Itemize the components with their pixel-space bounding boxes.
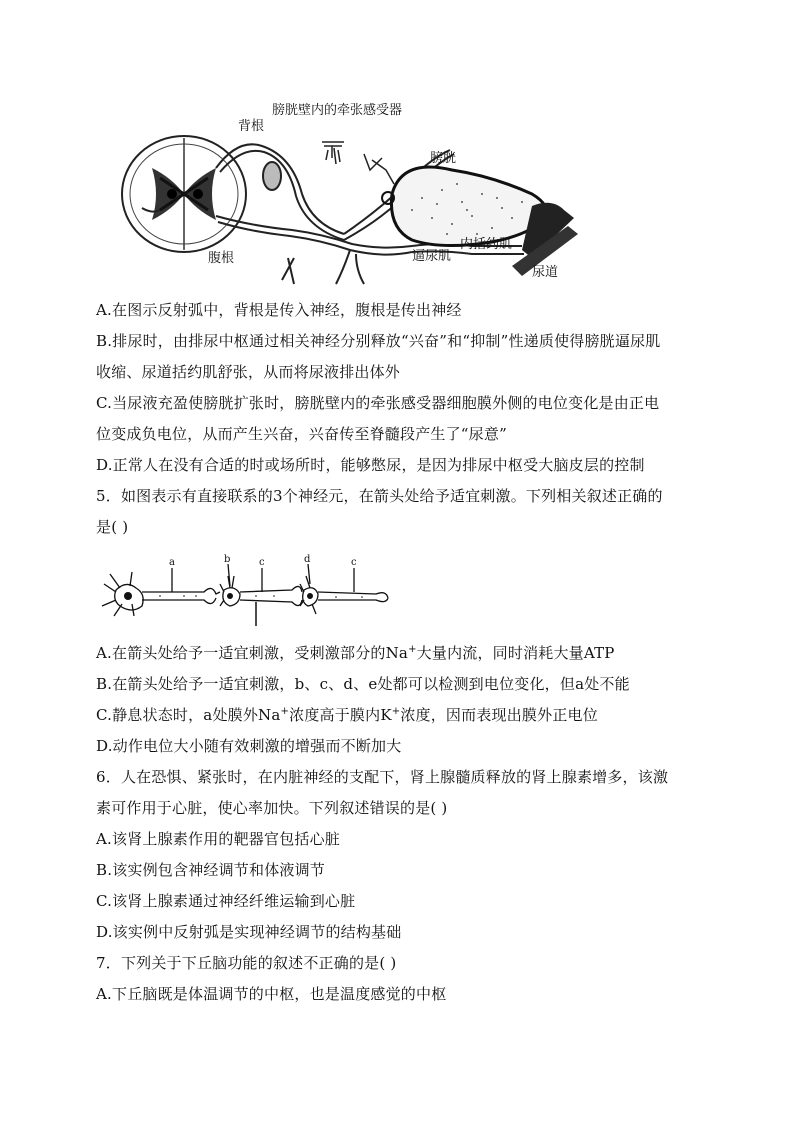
q5-option-b: B.在箭头处给予一适宜刺激，b、c、d、e处都可以检测到电位变化，但a处不能: [96, 675, 630, 693]
neuron-label-c1: c: [259, 557, 265, 568]
q6-option-d: D.该实例中反射弧是实现神经调节的结构基础: [96, 923, 402, 941]
q6-option-c: C.该肾上腺素通过神经纤维运输到心脏: [96, 892, 356, 910]
q5-stem-line1: 5．如图表示有直接联系的3个神经元，在箭头处给予适宜刺激。下列相关叙述正确的: [96, 487, 663, 505]
label-urethra: 尿道: [532, 265, 559, 280]
label-detrusor: 逼尿肌: [412, 249, 452, 264]
q5-option-d: D.动作电位大小随有效刺激的增强而不断加大: [96, 737, 402, 755]
q5-option-c-sup2: +: [391, 706, 401, 717]
neuron-label-d: d: [304, 554, 311, 565]
q5-option-c-text-mid: 浓度高于膜内K: [289, 706, 392, 724]
q5-option-c-text: C.静息状态时，a处膜外Na: [96, 706, 281, 724]
label-dorsal-root: 背根: [238, 119, 265, 134]
q4-option-c-line2: 位变成负电位，从而产生兴奋，兴奋传至脊髓段产生了“尿意”: [96, 425, 507, 443]
q5-stem-line2: 是( ): [96, 518, 129, 536]
q5-option-a-sup: +: [408, 644, 417, 655]
q4-option-d: D.正常人在没有合适的时或场所时，能够憋尿，是因为排尿中枢受大脑皮层的控制: [96, 456, 645, 474]
q4-option-c-line1: C.当尿液充盈使膀胱扩张时，膀胱壁内的牵张感受器细胞膜外侧的电位变化是由正电: [96, 394, 660, 412]
q5-option-a-text: A.在箭头处给予一适宜刺激，受刺激部分的Na: [96, 644, 409, 662]
neuron-label-a: a: [169, 557, 175, 568]
q4-option-a: A.在图示反射弧中，背根是传入神经，腹根是传出神经: [96, 301, 462, 319]
q5-option-c-text-end: 浓度，因而表现出膜外正电位: [400, 706, 598, 724]
q6-option-a: A.该肾上腺素作用的靶器官包括心脏: [96, 830, 341, 848]
reflex-arc-diagram: [112, 98, 578, 286]
neurons-figure: [96, 554, 392, 626]
q5-option-a-text-end: 大量内流，同时消耗大量ATP: [416, 644, 615, 662]
q5-option-c: [96, 705, 598, 725]
spinal-cord: [122, 136, 246, 252]
q6-stem-line1: 6．人在恐惧、紧张时，在内脏神经的支配下，肾上腺髓质释放的肾上腺素增多，该激: [96, 768, 669, 786]
q6-stem-line2: 素可作用于心脏，使心率加快。下列叙述错误的是( ): [96, 799, 448, 817]
q6-option-b: B.该实例包含神经调节和体液调节: [96, 861, 325, 879]
reflex-arc-figure: [112, 98, 578, 286]
q4-option-b-line2: 收缩、尿道括约肌舒张，从而将尿液排出体外: [96, 363, 401, 381]
q7-stem: 7．下列关于下丘脑功能的叙述不正确的是( ): [96, 954, 397, 972]
neurons-diagram: [96, 554, 392, 626]
q7-option-a: A.下丘脑既是体温调节的中枢，也是温度感觉的中枢: [96, 985, 447, 1003]
label-sphincter: 内括约肌: [460, 237, 513, 252]
label-bladder: 膀胱: [430, 151, 457, 166]
label-ventral-root: 腹根: [208, 251, 235, 266]
neuron-label-c2: c: [351, 557, 357, 568]
q4-option-b-line1: B.排尿时，由排尿中枢通过相关神经分别释放“兴奋”和“抑制”性递质使得膀胱逼尿肌: [96, 332, 661, 350]
label-receptor: 膀胱壁内的牵张感受器: [272, 103, 403, 118]
q5-option-c-sup1: +: [280, 706, 290, 717]
q5-option-a: [96, 643, 615, 663]
stretch-receptor: [322, 142, 394, 184]
neuron-label-b: b: [224, 554, 231, 565]
